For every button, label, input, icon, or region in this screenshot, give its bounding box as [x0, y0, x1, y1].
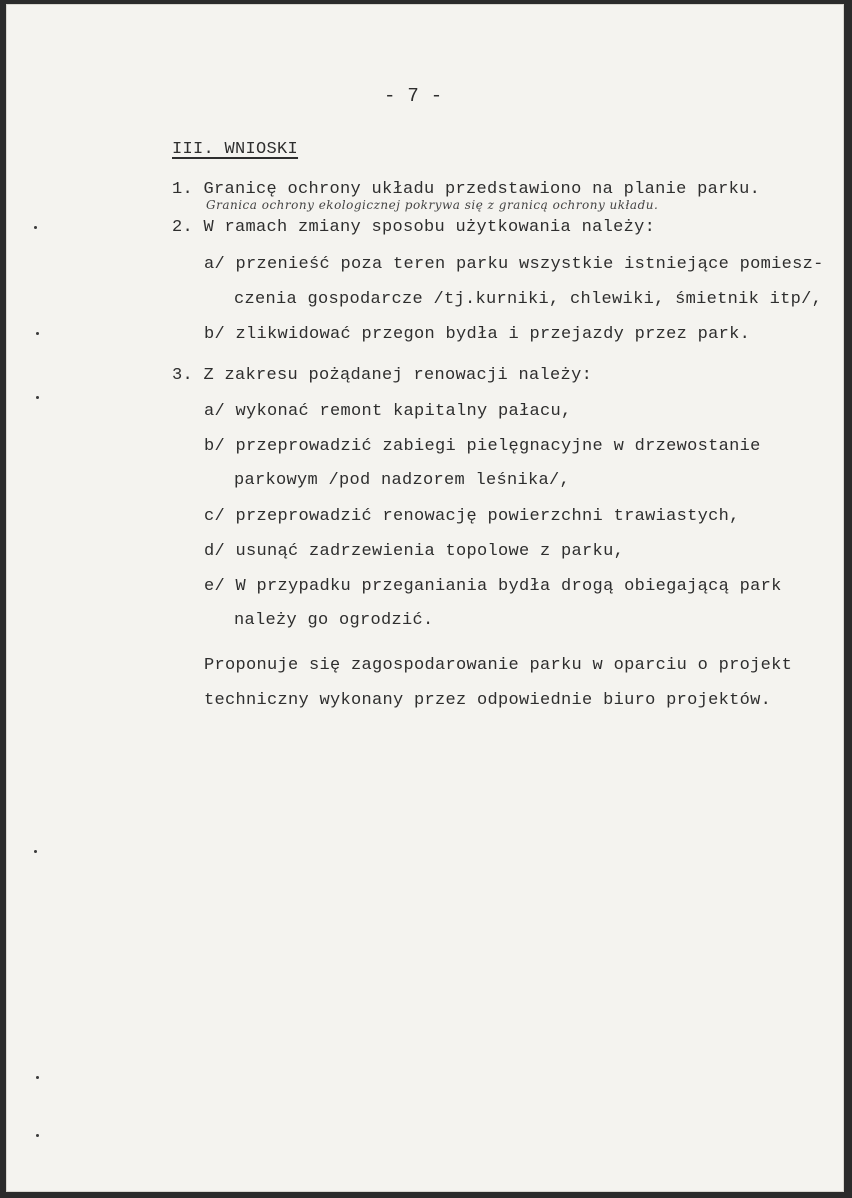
margin-speck: [36, 332, 39, 335]
item-3a: a/ wykonać remont kapitalny pałacu,: [204, 402, 572, 421]
item-3: 3. Z zakresu pożądanej renowacji należy:: [172, 366, 593, 385]
handwritten-annotation: Granica ochrony ekologicznej pokrywa się z granicą ochrony układu.: [206, 198, 659, 212]
item-3d: d/ usunąć zadrzewienia topolowe z parku,: [204, 542, 625, 561]
section-heading: III. WNIOSKI: [172, 140, 299, 159]
item-3c: c/ przeprowadzić renowację powierzchni trawiastych,: [204, 507, 740, 526]
margin-speck: [36, 1134, 39, 1137]
margin-speck: [34, 226, 37, 229]
margin-speck: [34, 850, 37, 853]
item-1: 1. Granicę ochrony układu przedstawiono na planie parku.: [172, 180, 761, 199]
closing-paragraph-line-2: techniczny wykonany przez odpowiednie biuro projektów.: [204, 691, 772, 710]
item-2a-line-2: czenia gospodarcze /tj.kurniki, chlewiki, śmietnik itp/,: [234, 290, 823, 309]
item-2: 2. W ramach zmiany sposobu użytkowania należy:: [172, 218, 656, 237]
item-3e-line-2: należy go ogrodzić.: [234, 611, 434, 630]
item-3b-line-2: parkowym /pod nadzorem leśnika/,: [234, 471, 571, 490]
item-3b-line-1: b/ przeprowadzić zabiegi pielęgnacyjne w drzewostanie: [204, 437, 761, 456]
item-3e-line-1: e/ W przypadku przeganiania bydła drogą obiegającą park: [204, 577, 782, 596]
margin-speck: [36, 1076, 39, 1079]
page-number: - 7 -: [384, 85, 443, 107]
document-page: [6, 4, 844, 1192]
item-2b: b/ zlikwidować przegon bydła i przejazdy przez park.: [204, 325, 751, 344]
margin-speck: [36, 396, 39, 399]
closing-paragraph-line-1: Proponuje się zagospodarowanie parku w oparciu o projekt: [204, 656, 793, 675]
item-2a-line-1: a/ przenieść poza teren parku wszystkie istniejące pomiesz-: [204, 255, 824, 274]
